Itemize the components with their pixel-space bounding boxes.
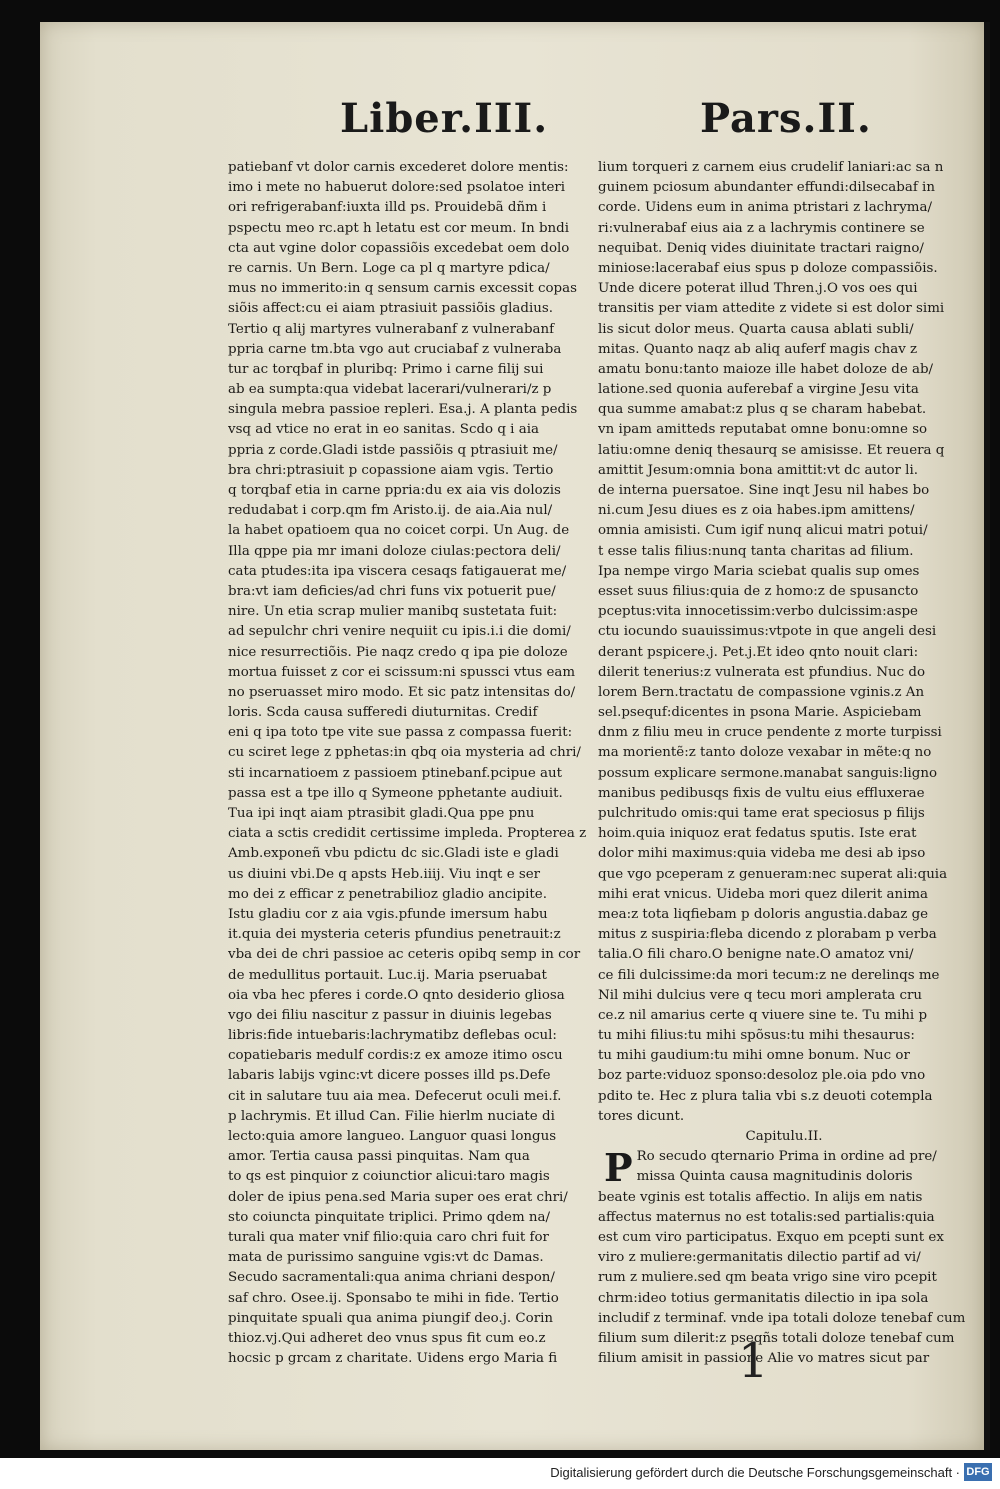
text-line: chrm:ideo totius germanitatis dilectio in ipa sola xyxy=(598,1290,929,1306)
dfg-logo: DFG xyxy=(964,1463,992,1481)
text-line: ce.z nil amarius certe q viuere sine te. Tu mihi p xyxy=(598,1007,928,1023)
text-line: Secudo sacramentali:qua anima chriani despon/ xyxy=(228,1270,555,1286)
text-line: boz parte:viduoz sponso:desoloz ple.oia pdo vno xyxy=(598,1068,926,1084)
text-line: dnm z filiu meu in cruce pendente z morte turpissi xyxy=(598,725,942,741)
text-line: missa Quinta causa magnitudinis doloris xyxy=(636,1169,913,1185)
text-line: ri:vulnerabaf eius aia z a lachrymis continere se xyxy=(598,220,925,236)
text-line: filium amisit in passione Alie vo matres sicut par xyxy=(598,1351,930,1367)
text-line: pceptus:vita innocetissim:verbo dulcissim:aspe xyxy=(598,604,918,620)
text-line: turali qua mater vnif filio:quia caro chri fuit for xyxy=(228,1229,549,1245)
text-line: sto coiuncta pinquitate triplici. Primo qdem na/ xyxy=(228,1209,551,1225)
text-line: pdito te. Hec z plura talia vbi s.z deuoti cotempla xyxy=(598,1088,933,1104)
text-line: esset suus filius:quia de z homo:z de spusancto xyxy=(598,583,919,599)
text-line: guinem pciosum abundanter effundi:dilsecabaf in xyxy=(598,180,935,196)
text-line: pspectu meo rc.apt h letatu est cor meum. In bndi xyxy=(228,220,570,236)
text-line: tu mihi gaudium:tu mihi omne bonum. Nuc or xyxy=(598,1048,910,1064)
text-line: amor. Tertia causa passi pinquitas. Nam qua xyxy=(228,1149,530,1165)
text-line: Ro secudo qternario Prima in ordine ad pre/ xyxy=(636,1149,937,1165)
text-line: vn ipam amitteds reputabat omne bonu:omne so xyxy=(598,422,928,438)
text-line: ori refrigerabanf:iuxta illd ps. Prouidebã dñm i xyxy=(228,200,547,216)
text-line: ad sepulchr chri venire nequiit cu ipis.i.i die domi/ xyxy=(228,624,571,640)
text-line: que vgo pceperam z genueram:nec superat ali:quia xyxy=(598,866,948,882)
chapter-block xyxy=(598,1147,970,1369)
chapter-heading: Capitulu.II. xyxy=(745,1129,823,1144)
text-line: Tua ipi inqt aiam ptrasibit gladi.Qua ppe pnu xyxy=(228,806,535,821)
text-line: Istu gladiu cor z aia vgis.pfunde imersum habu xyxy=(228,906,548,922)
text-line: de medullitus portauit. Luc.ij. Maria pseruabat xyxy=(228,967,547,983)
text-line: oia vba hec pferes i corde.O qnto desiderio gliosa xyxy=(228,987,565,1003)
text-line: rum z muliere.sed qm beata vrigo sine viro pcepit xyxy=(598,1270,937,1286)
text-line: lecto:quia amore langueo. Languor quasi longus xyxy=(228,1129,557,1144)
text-line: to qs est pinquior z coiunctior alicui:taro magis xyxy=(228,1169,550,1185)
text-line: qua summe amabat:z plus q se charam habebat. xyxy=(598,402,927,418)
text-line: Unde dicere poterat illud Thren.j.O vos oes qui xyxy=(598,281,918,297)
text-line: libris:fide intuebaris:lachrymatibz deflebas ocul: xyxy=(228,1028,557,1044)
text-line: p lachrymis. Et illud Can. Filie hierlm nuciate di xyxy=(228,1108,555,1124)
text-line: sti incarnatioem z passioem ptinebanf.pcipue aut xyxy=(228,765,563,781)
text-line: la habet opatioem qua no coicet corpi. Un Aug. de xyxy=(228,523,570,539)
text-line: pulchritudo omis:qui tame erat speciosus p filijs xyxy=(598,806,925,821)
text-line: viro z muliere:germanitatis dilectio partif ad vi/ xyxy=(598,1250,921,1266)
page-edge xyxy=(984,22,990,1450)
text-line: filium sum dilerit:z pseqñs totali doloze tenebaf cum xyxy=(598,1330,955,1346)
text-line: sel.psequf:dicentes in psona Marie. Aspiciebam xyxy=(598,705,922,721)
text-line: ctu iocundo suauissimus:vtpote in que angeli desi xyxy=(598,624,937,640)
text-line: latiu:omne deniq thesaurq se amisisse. Et reuera q xyxy=(598,442,945,458)
text-line: nice resurrectiõis. Pie naqz credo q ipa pie doloze xyxy=(228,644,568,660)
footer-bar xyxy=(0,1458,1000,1489)
text-line: hoim.quia iniquoz erat fedatus sputis. Iste erat xyxy=(598,826,917,842)
text-line: Amb.exponeñ vbu pdictu dc sic.Gladi iste e gladi xyxy=(228,846,559,862)
text-line: Ipa nempe virgo Maria sciebat qualis sup omes xyxy=(598,563,920,579)
text-line: cit in salutare tuu aia mea. Defecerut oculi mei.f. xyxy=(228,1088,562,1104)
text-line: manibus pedibusqs fixis de vultu eius effluxerae xyxy=(598,785,925,801)
text-line: patiebanf vt dolor carnis excederet dolore mentis: xyxy=(228,160,569,175)
text-line: bra:vt iam deficies/ad chri funs vix potuerit pue/ xyxy=(228,583,556,599)
text-line: lium torqueri z carnem eius crudelif laniari:ac sa n xyxy=(598,160,944,175)
text-line: redudabat i corp.qm fm Aristo.ij. de aia.Aia nul/ xyxy=(228,503,553,519)
text-line: mus no immerito:in q sensum carnis excessit copas xyxy=(228,281,577,297)
text-line: lorem Bern.tractatu de compassione vginis.z An xyxy=(598,684,925,700)
text-line: siõis affect:cu ei aiam ptrasiuit passiõis gladius. xyxy=(228,301,554,317)
chapter-text xyxy=(598,1147,970,1369)
text-line: copatiebaris medulf cordis:z ex amoze itimo oscu xyxy=(228,1048,563,1064)
text-line: labaris labijs vginc:vt dicere posses illd ps.Defe xyxy=(228,1068,551,1084)
text-line: lis sicut dolor meus. Quarta causa ablati subli/ xyxy=(598,321,914,337)
text-column-left xyxy=(228,158,588,1369)
text-line: tu mihi filius:tu mihi spõsus:tu mihi thesaurus: xyxy=(598,1028,915,1044)
text-line: ce fili dulcissime:da mori tecum:z ne derelinqs me xyxy=(598,967,940,983)
text-line: affectus maternus no est totalis:sed partialis:quia xyxy=(598,1209,935,1225)
text-line: miniose:lacerabaf eius spus p doloze compassiõis. xyxy=(598,260,938,276)
text-line: vba dei de chri passioe ac ceteris opibq semp in cor xyxy=(228,947,581,963)
text-line: no pseruasset miro modo. Et sic patz intensitas do/ xyxy=(228,684,576,700)
text-line: omnia amisisti. Cum igif nunq alicui matri potui/ xyxy=(598,523,928,539)
funding-credit: Digitalisierung gefördert durch die Deutsche Forschungsgemeinschaft · xyxy=(550,1465,960,1480)
text-line: eni q ipa toto tpe vite sue passa z compassa fuerit: xyxy=(228,725,573,741)
text-line: saf chro. Osee.ij. Sponsabo te mihi in fide. Tertio xyxy=(228,1290,559,1306)
text-line: mea:z tota liqfiebam p doloris angustia.dabaz ge xyxy=(598,906,929,922)
text-line: singula mebra passioe repleri. Esa.j. A planta pedis xyxy=(228,402,578,418)
text-line: transitis per viam attedite z videte si est dolor simi xyxy=(598,301,945,317)
text-line: t esse talis filius:nunq tanta charitas ad filium. xyxy=(598,543,914,559)
text-line: dolor mihi maximus:quia videba me desi ab ipso xyxy=(598,846,926,862)
text-line: mortua fuisset z cor ei scissum:ni spussci vtus eam xyxy=(228,664,576,680)
text-line: est cum viro participatus. Exquo em pcepti sunt ex xyxy=(598,1229,944,1245)
right-column-body xyxy=(598,158,970,1127)
text-line: cta aut vgine dolor copassiõis excedebat oem dolo xyxy=(228,240,570,256)
text-line: beate vginis est totalis affectio. In alijs em natis xyxy=(598,1189,923,1205)
text-line: ni.cum Jesu diues es z oia habes.ipm amittens/ xyxy=(598,503,915,519)
text-line: mitas. Quanto naqz ab aliq auferf magis chav z xyxy=(598,341,918,357)
text-line: hocsic p grcam z charitate. Uidens ergo Maria fi xyxy=(228,1351,558,1367)
text-line: nequibat. Deniq vides diuinitate tractari raigno/ xyxy=(598,240,924,256)
text-line: q torqbaf etia in carne ppria:du ex aia vis dolozis xyxy=(228,483,561,498)
running-header-left: Liber.III. xyxy=(340,95,549,142)
text-line: mitus z suspiria:fleba dicendo z plorabam p verba xyxy=(598,927,937,943)
text-line: cu sciret lege z pphetas:in qbq oia mysteria ad chri/ xyxy=(228,745,581,761)
text-line: ppria z corde.Gladi istde passiõis q ptrasiuit me/ xyxy=(228,442,558,458)
drop-cap: P xyxy=(604,1145,633,1191)
text-line: Illa qppe pia mr imani doloze ciulas:pectora deli/ xyxy=(228,543,561,559)
text-line: vgo dei filiu nascitur z passur in diuinis legebas xyxy=(228,1007,552,1023)
folio-mark: 1 xyxy=(738,1333,769,1389)
text-line: derant pspicere.j. Pet.j.Et ideo qnto nouit clari: xyxy=(598,644,919,660)
text-line: bra chri:ptrasiuit p copassione aiam vgis. Tertio xyxy=(228,462,554,478)
text-line: Nil mihi dulcius vere q tecu mori amplerata cru xyxy=(598,987,922,1003)
text-line: ciata a sctis credidit certissime impleda. Propterea z xyxy=(228,826,587,842)
text-line: mata de purissimo sanguine vgis:vt dc Damas. xyxy=(228,1250,544,1266)
text-line: Tertio q alij martyres vulnerabanf z vulnerabanf xyxy=(228,321,555,337)
text-line: cata ptudes:ita ipa viscera cesaqs fatigauerat me/ xyxy=(228,563,567,579)
text-line: doler de ipius pena.sed Maria super oes erat chri/ xyxy=(228,1189,568,1205)
text-line: passa est a tpe illo q Symeone pphetante audiuit. xyxy=(228,785,563,801)
text-line: de interna puersatoe. Sine inqt Jesu nil habes bo xyxy=(598,483,930,498)
text-line: mihi erat vnicus. Uideba mori quez dilerit anima xyxy=(598,886,929,902)
text-line: amittit Jesum:omnia bona amittit:vt dc autor li. xyxy=(598,462,919,478)
running-header-right: Pars.II. xyxy=(700,95,872,142)
text-line: pinquitate spuali qua anima piungif deo.j. Corin xyxy=(228,1310,554,1326)
text-line: it.quia dei mysteria ceteris pfundius penetrauit:z xyxy=(228,927,561,943)
text-line: latione.sed quonia auferebaf a virgine Jesu vita xyxy=(598,382,919,398)
text-line: corde. Uidens eum in anima ptristari z lachryma/ xyxy=(598,200,932,216)
text-line: ppria carne tm.bta vgo aut cruciabaf z vulneraba xyxy=(228,341,562,357)
text-line: tores dicunt. xyxy=(598,1108,685,1124)
text-column-right xyxy=(598,158,970,1369)
text-line: nire. Un etia scrap mulier manibq sustetata fuit: xyxy=(228,604,558,620)
text-line: amatu bonu:tanto maioze ille habet doloze de ab/ xyxy=(598,361,934,377)
text-line: possum explicare sermone.manabat sanguis:ligno xyxy=(598,765,938,781)
text-line: ma morientẽ:z tanto doloze vexabar in mẽte:q no xyxy=(598,745,932,761)
text-line: re carnis. Un Bern. Loge ca pl q martyre pdica/ xyxy=(228,260,550,276)
text-line: loris. Scda causa sufferedi diuturnitas. Credif xyxy=(228,705,538,721)
text-line: thioz.vj.Qui adheret deo vnus spus fit cum eo.z xyxy=(228,1330,546,1346)
text-line: imo i mete no habuerut dolore:sed psolatoe interi xyxy=(228,180,566,196)
text-line: talia.O fili charo.O benigne nate.O amatoz vni/ xyxy=(598,947,914,963)
text-line: dilerit tenerius:z vulnerata est pfundius. Nuc do xyxy=(598,664,926,680)
text-line: includif z terminaf. vnde ipa totali doloze tenebaf cum xyxy=(598,1310,966,1326)
text-line: mo dei z efficar z penetrabilioz gladio ancipite. xyxy=(228,886,547,902)
text-line: tur ac torqbaf in pluribq: Primo i carne filij sui xyxy=(228,361,544,377)
text-line: vsq ad vtice no erat in eo sanitas. Scdo q i aia xyxy=(228,422,539,438)
text-line: us diuini vbi.De q apsts Heb.iiij. Viu inqt e ser xyxy=(228,866,541,882)
text-line: ab ea sumpta:qua videbat lacerari/vulnerari/z p xyxy=(228,382,552,398)
